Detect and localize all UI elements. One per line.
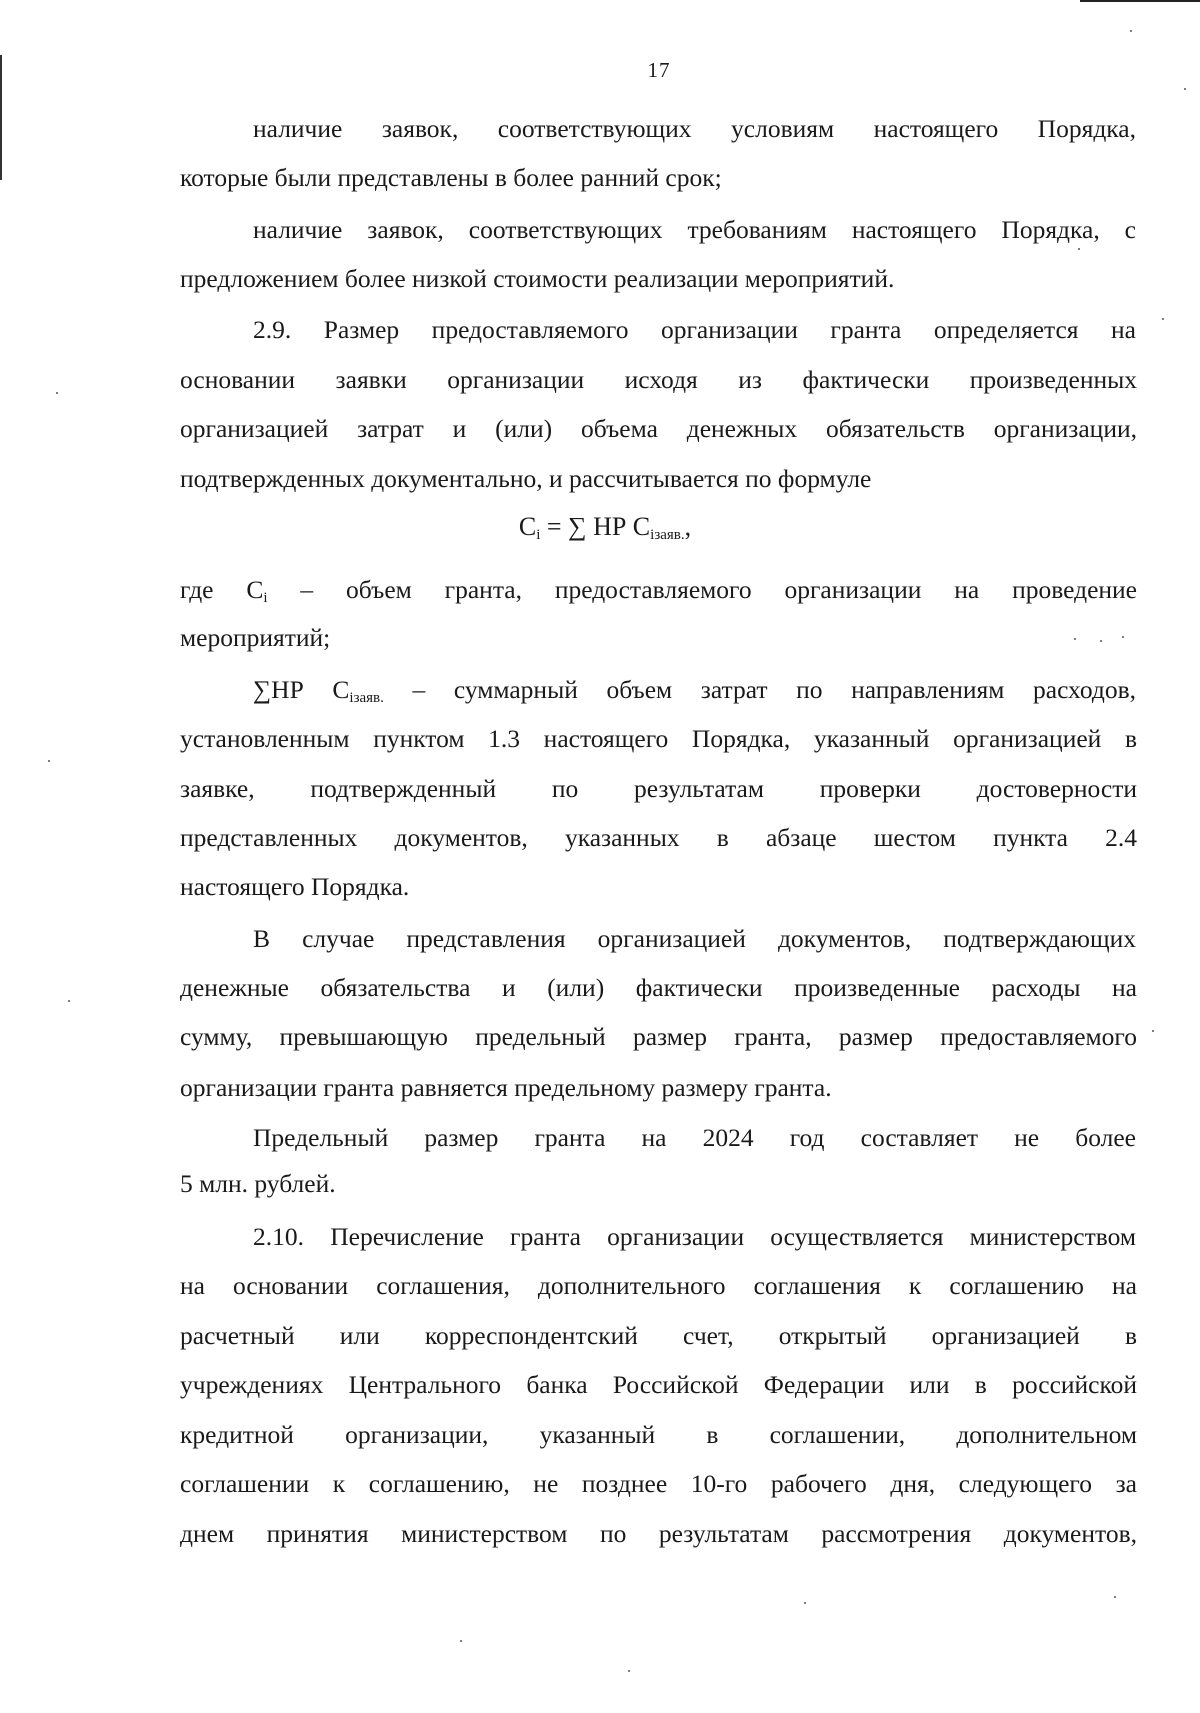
paragraph-line: 2.10. Перечисление гранта организации осуществляется министерством <box>253 1222 1136 1251</box>
paragraph-line: представленных документов, указанных в абзаце шестом пункта 2.4 <box>180 823 1137 852</box>
definition-ci-prefix: где C <box>180 575 264 604</box>
formula-sum: = ∑ НР C <box>540 512 651 541</box>
paragraph-line <box>180 574 1137 614</box>
paragraph-line: основании заявки организации исходя из фактически произведенных <box>180 365 1137 394</box>
paragraph-line: расчетный или корреспондентский счет, открытый организацией в <box>180 1321 1137 1350</box>
paragraph-line: В случае представления организацией документов, подтверждающих <box>253 924 1136 953</box>
paragraph-line: предложением более низкой стоимости реализации мероприятий. <box>180 264 895 293</box>
paragraph-line: организации гранта равняется предельному размеру гранта. <box>180 1073 832 1102</box>
scan-speck <box>1078 248 1080 250</box>
paragraph-line: мероприятий; <box>180 623 331 652</box>
paragraph-line: подтвержденных документально, и рассчитывается по формуле <box>180 464 872 493</box>
paragraph-line: учреждениях Центрального банка Российской Федерации или в российской <box>180 1370 1137 1399</box>
paragraph-line: на основании соглашения, дополнительного соглашения к соглашению на <box>180 1271 1137 1300</box>
paragraph-line: Предельный размер гранта на 2024 год составляет не более <box>253 1123 1136 1152</box>
paragraph-line: настоящего Порядка. <box>180 872 410 901</box>
scan-border-top <box>1080 0 1200 2</box>
formula-sub-izayav: iзаяв. <box>650 527 685 543</box>
page-number: 17 <box>647 58 671 82</box>
scan-speck <box>1100 640 1102 642</box>
scan-speck <box>1114 1596 1116 1598</box>
paragraph-line: днем принятия министерством по результатам рассмотрения документов, <box>180 1519 1137 1548</box>
paragraph-line: сумму, превышающую предельный размер гранта, размер предоставляемого <box>180 1022 1137 1051</box>
definition-sum-sub: iзаяв. <box>349 690 384 706</box>
formula-c: C <box>518 512 537 541</box>
definition-ci-text: – объем гранта, предоставляемого организации на проведение <box>267 575 1137 604</box>
formula-sub-i: i <box>536 527 541 543</box>
paragraph-line: наличие заявок, соответствующих условиям настоящего Порядка, <box>253 114 1136 143</box>
scan-speck <box>1184 88 1186 90</box>
scan-speck <box>68 1000 70 1002</box>
definition-sum-text: – суммарный объем затрат по направлениям расходов, <box>383 675 1136 704</box>
scan-speck <box>1130 30 1132 32</box>
paragraph-line: 5 млн. рублей. <box>180 1169 336 1198</box>
paragraph-line: заявке, подтвержденный по результатам проверки достоверности <box>180 774 1137 803</box>
scan-speck <box>48 760 50 762</box>
paragraph-line <box>253 674 1136 714</box>
scan-speck <box>804 1602 806 1604</box>
scan-speck <box>1162 318 1164 320</box>
paragraph-line: кредитной организации, указанный в соглашении, дополнительном <box>180 1420 1137 1449</box>
paragraph-line: установленным пунктом 1.3 настоящего Порядка, указанный организацией в <box>180 724 1137 753</box>
scan-speck <box>56 392 58 394</box>
scan-speck <box>460 1640 462 1642</box>
paragraph-line: 2.9. Размер предоставляемого организации гранта определяется на <box>253 315 1136 344</box>
scan-speck <box>1122 636 1124 638</box>
formula-end: , <box>684 512 692 541</box>
scan-speck <box>628 1670 630 1672</box>
paragraph-line: наличие заявок, соответствующих требованиям настоящего Порядка, с <box>253 215 1136 244</box>
definition-ci-sub: i <box>263 590 268 606</box>
scan-speck <box>1074 638 1076 640</box>
paragraph-line: которые были представлены в более ранний срок; <box>180 163 722 192</box>
scan-speck <box>1152 1030 1154 1032</box>
paragraph-line: денежные обязательства и (или) фактически произведенные расходы на <box>180 973 1137 1002</box>
paragraph-line: организацией затрат и (или) объема денежных обязательств организации, <box>180 414 1137 443</box>
definition-sum-prefix: ∑НР C <box>253 675 350 704</box>
formula <box>0 510 1200 552</box>
paragraph-line: соглашении к соглашению, не позднее 10-го рабочего дня, следующего за <box>180 1469 1137 1498</box>
